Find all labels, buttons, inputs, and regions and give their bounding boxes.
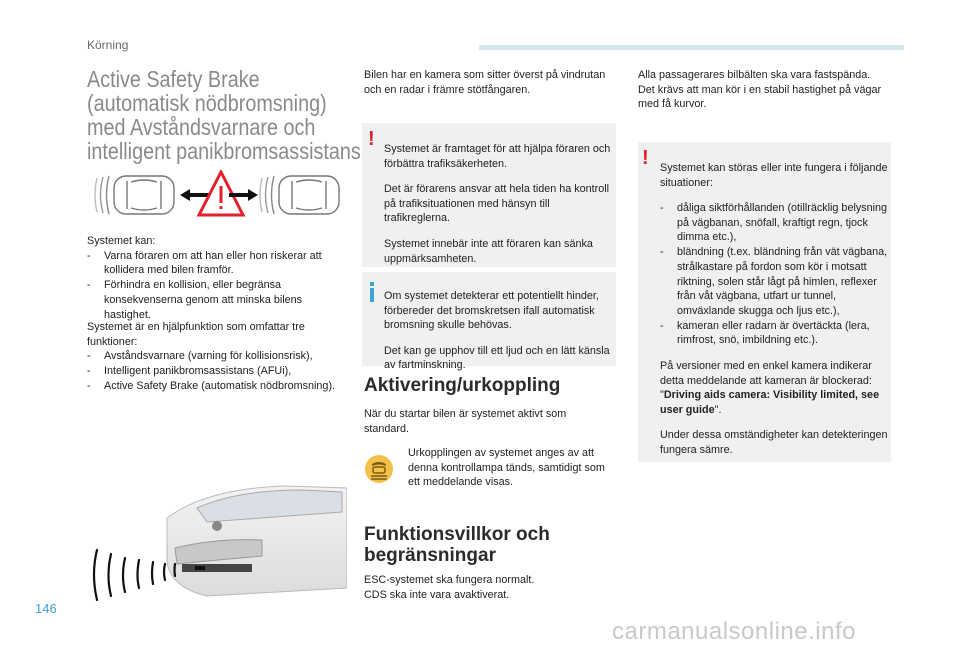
- info-icon: [370, 282, 374, 286]
- warning-exclamation-icon: !: [642, 147, 649, 169]
- capabilities-list: [87, 249, 342, 323]
- camera-blocked-message: På versioner med en enkel kamera indikerar detta meddelande att kameran är blockerad: "Driving aids camera: Visibility limited, see user guide".: [660, 359, 880, 416]
- list-item: - Intelligent panikbromsassistans (AFUi),: [87, 364, 345, 379]
- watermark: carmanualsonline.info: [612, 618, 856, 645]
- condition-line: ESC-systemet ska fungera normalt.: [364, 574, 535, 586]
- functions-intro: funktioner:: [87, 335, 138, 348]
- list-item: - kameran eller radarn är övertäckta (lera, rimfrost, snö, imbildning etc.).: [660, 319, 888, 348]
- system-functions: [87, 320, 345, 394]
- activation-text: När du startar bilen är systemet aktivt som standard.: [364, 408, 567, 435]
- list-item: - Förhindra en kollision, eller begränsa konsekvenserna genom att minska bilens hastighet.: [87, 278, 342, 322]
- heading-line: Funktionsvillkor och: [364, 524, 550, 545]
- closing-text: Under dessa omständigheter kan detekteringen fungera sämre.: [660, 429, 888, 457]
- heading-line: begränsningar: [364, 545, 496, 566]
- limitations-list: [660, 201, 888, 348]
- car-radar-illustration: [87, 478, 347, 613]
- conditions-heading: [364, 524, 550, 566]
- conditions-text: [364, 573, 604, 602]
- double-arrow-icon: [180, 189, 209, 201]
- title-line: intelligent panikbromsassistans: [87, 138, 361, 164]
- info-box: [362, 272, 616, 372]
- warning-box: [362, 123, 616, 267]
- info-text: Om systemet detekterar ett potentiellt hinder, förbereder det bromskretsen ifall automatisk bromsning skulle behövas.: [384, 289, 599, 332]
- capabilities-intro: Systemet kan:: [87, 235, 156, 247]
- info-text: Det kan ge upphov till ett ljud och en lätt känsla av fartminskning.: [384, 344, 610, 372]
- page-number: 146: [35, 601, 57, 616]
- activation-heading: Aktivering/urkoppling: [364, 375, 561, 396]
- functions-list: [87, 349, 345, 393]
- operating-requirements: [638, 68, 888, 112]
- warning-text: Det är förarens ansvar att hela tiden ha kontroll på trafiksituationen med hänsyn till trafikreglerna.: [384, 183, 610, 225]
- system-capabilities: [87, 234, 342, 322]
- rear-car-icon: [95, 176, 174, 214]
- limitations-intro: Systemet kan störas eller inte fungera i följande situationer:: [660, 161, 888, 189]
- message-text: Driving aids camera: Visibility limited, see user guide: [660, 389, 880, 416]
- section-bar: [479, 45, 904, 50]
- list-item: - Varna föraren om att han eller hon riskerar att kollidera med bilen framför.: [87, 249, 342, 278]
- title-line: (automatisk nödbromsning): [87, 90, 327, 116]
- warning-text: Systemet är framtaget för att hjälpa föraren och förbättra trafiksäkerheten.: [384, 142, 611, 170]
- title-line: med Avståndsvarnare och: [87, 114, 316, 140]
- list-item: - dåliga siktförhållanden (otillräcklig belysning på vägbanan, snöfall, kraftigt regn, tjock dimma etc.),: [660, 201, 888, 245]
- warning-exclamation-icon: !: [368, 128, 375, 150]
- list-item: - bländning (t.ex. bländning från vät vägbana, strålkastare på fordon som kör i motsatt riktning, solen står lågt på himlen, reflexer från våt vägbana, utfart ur tunnel, omväxlande skugga och ljus etc.),: [660, 245, 888, 319]
- requirement-line: Alla passagerares bilbälten ska vara fastspända.: [638, 69, 871, 81]
- condition-line: CDS ska inte vara avaktiverat.: [364, 588, 510, 601]
- title-line: Active Safety Brake: [87, 66, 260, 92]
- list-item: - Avståndsvarnare (varning för kollisionsrisk),: [87, 349, 345, 364]
- safety-brake-warning-lamp-icon: [364, 454, 394, 484]
- lamp-description: Urkopplingen av systemet anges av att denna kontrollampa tänds, samtidigt som ett meddelande visas.: [408, 447, 605, 489]
- functions-intro: Systemet är en hjälpfunktion som omfattar tre: [87, 321, 305, 333]
- section-label: Körning: [87, 38, 129, 52]
- list-item: - Active Safety Brake (automatisk nödbromsning).: [87, 379, 345, 394]
- warning-text: Systemet innebär inte att föraren kan sänka uppmärksamheten.: [384, 237, 593, 265]
- page-title: [87, 66, 361, 164]
- collision-diagram: [87, 170, 345, 220]
- limitations-box: [638, 142, 891, 462]
- front-car-icon: [260, 176, 339, 214]
- requirement-line: Det krävs att man kör i en stabil hastighet på vägar med få kurvor.: [638, 83, 882, 111]
- camera-radar-intro: Bilen har en kamera som sitter överst på vindrutan och en radar i främre stötfångaren.: [364, 69, 606, 96]
